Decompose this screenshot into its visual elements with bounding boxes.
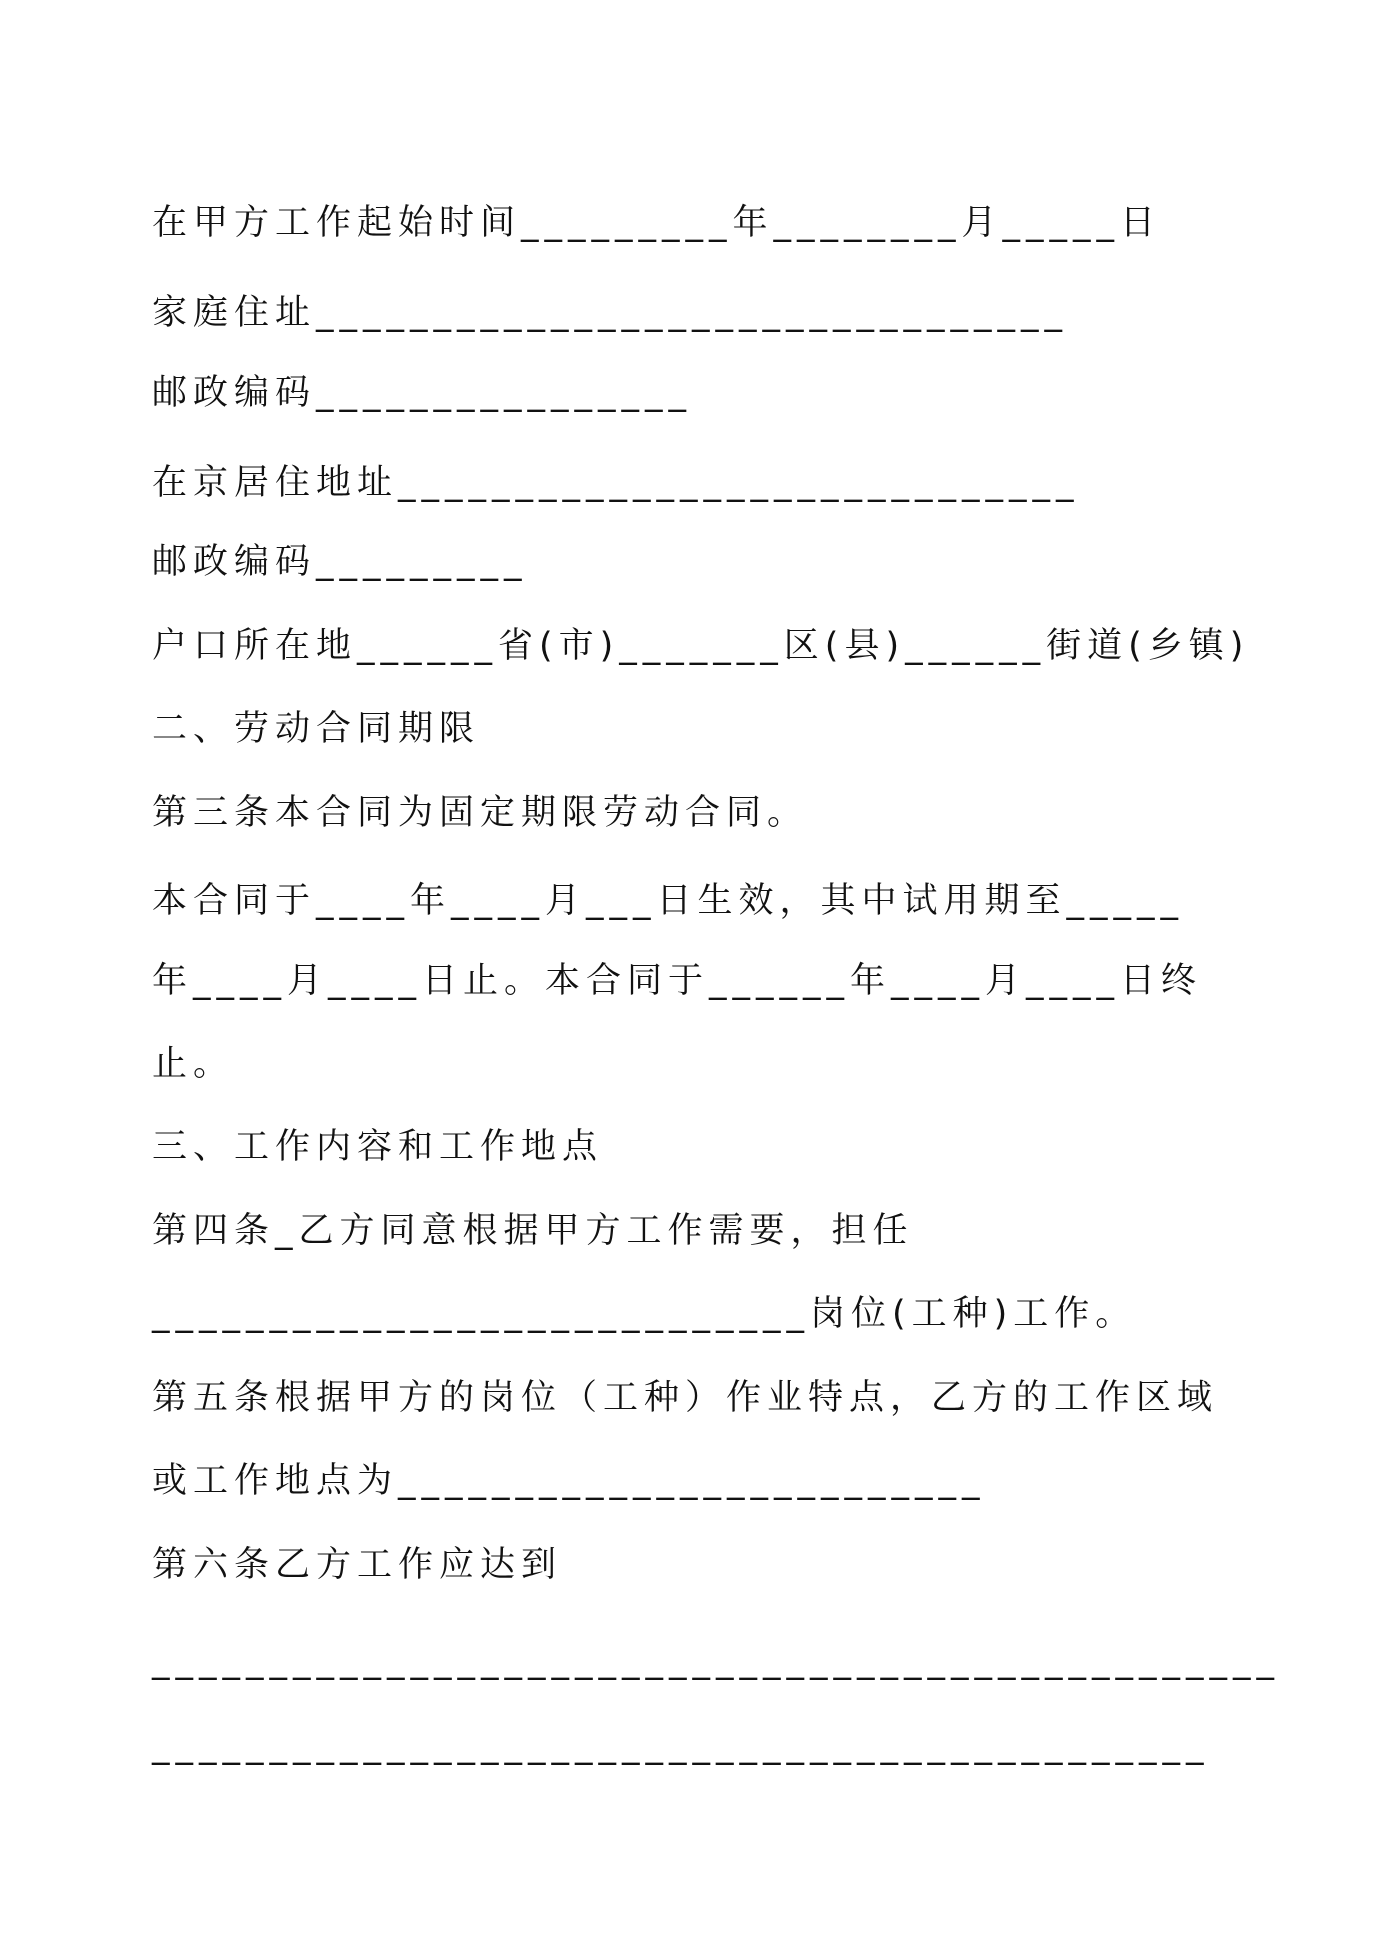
article-5-line: 第五条根据甲方的岗位（工种）作业特点，乙方的工作区域: [152, 1378, 1219, 1418]
home-address-line: 家庭住址________________________________: [152, 293, 1069, 333]
termination-end-line: 止。: [152, 1044, 235, 1084]
hukou-location-line: 户口所在地______省(市)_______区(县)______街道(乡镇): [152, 626, 1250, 666]
blank-line-1: ________________________________________________: [152, 1641, 1280, 1681]
home-postcode-line: 邮政编码________________: [152, 373, 693, 413]
blank-line-2: _____________________________________________: [152, 1726, 1210, 1766]
effective-date-line: 本合同于____年____月___日生效，其中试用期至_____: [152, 881, 1185, 921]
article-3-line: 第三条本合同为固定期限劳动合同。: [152, 793, 809, 833]
beijing-address-line: 在京居住地址_____________________________: [152, 463, 1080, 503]
start-date-line: 在甲方工作起始时间_________年________月_____日: [152, 203, 1162, 243]
article-4-line: 第四条_乙方同意根据甲方工作需要，担任: [152, 1211, 914, 1251]
position-line: ____________________________岗位(工种)工作。: [152, 1294, 1137, 1334]
work-location-line: 或工作地点为_________________________: [152, 1461, 986, 1501]
termination-date-line: 年____月____日止。本合同于______年____月____日终: [152, 961, 1203, 1001]
article-6-line: 第六条乙方工作应达到: [152, 1545, 563, 1585]
beijing-postcode-line: 邮政编码_________: [152, 542, 528, 582]
section-heading-work-content: 三、工作内容和工作地点: [152, 1127, 604, 1167]
section-heading-contract-term: 二、劳动合同期限: [152, 709, 481, 749]
